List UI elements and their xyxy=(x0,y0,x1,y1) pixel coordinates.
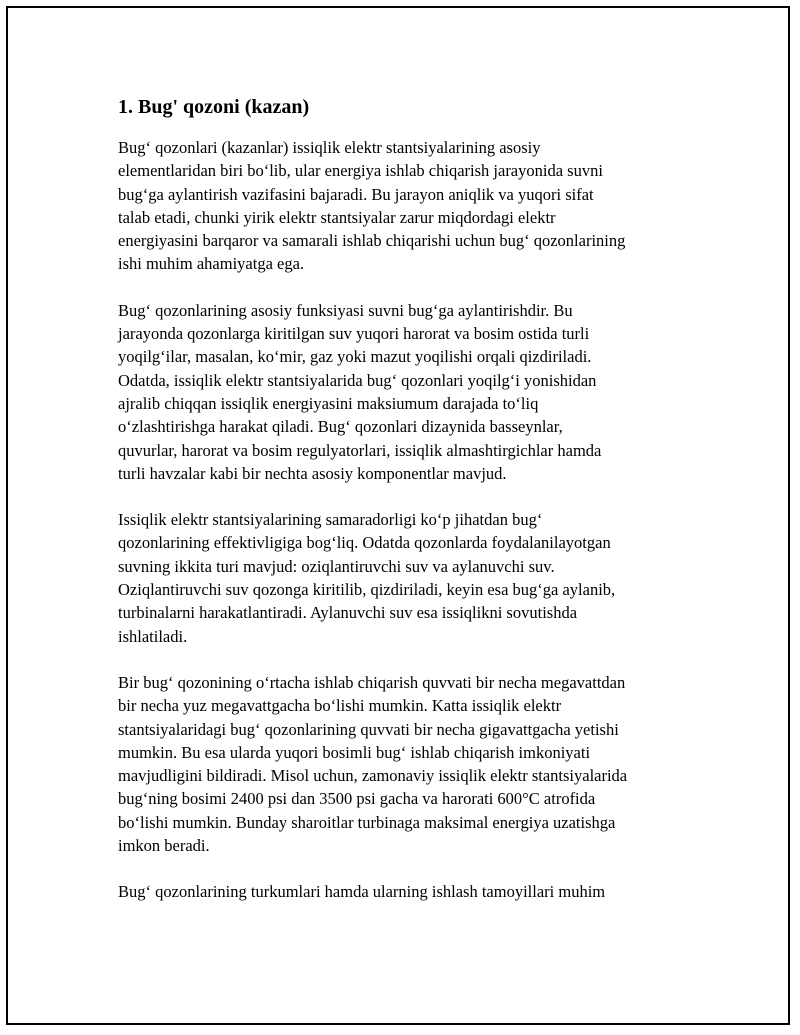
text-line: ishlatiladi. xyxy=(118,626,188,646)
text-line: Issiqlik elektr stantsiyalarining samaradorligi ko‘p jihatdan bug‘ xyxy=(118,510,543,530)
text-line: stantsiyalaridagi bug‘ qozonlarining quvvati bir necha gigavattgacha yetishi xyxy=(118,719,619,739)
paragraph-3 xyxy=(118,508,698,648)
text-line: ajralib chiqqan issiqlik energiyasini maksiumum darajada to‘liq xyxy=(118,393,539,413)
text-line: jarayonda qozonlarga kiritilgan suv yuqori harorat va bosim ostida turli xyxy=(118,324,590,344)
text-line: turli havzalar kabi bir nechta asosiy komponentlar mavjud. xyxy=(118,463,507,483)
text-line: mavjudligini bildiradi. Misol uchun, zamonaviy issiqlik elektr stantsiyalarida xyxy=(118,766,628,786)
text-line: bug‘ga aylantirish vazifasini bajaradi. Bu jarayon aniqlik va yuqori sifat xyxy=(118,184,594,204)
text-line: Bir bug‘ qozonining o‘rtacha ishlab chiqarish quvvati bir necha megavattdan xyxy=(118,672,626,692)
paragraph-1 xyxy=(118,136,698,276)
paragraph-4 xyxy=(118,671,698,857)
text-line: yoqilg‘ilar, masalan, ko‘mir, gaz yoki mazut yoqilishi orqali qizdiriladi. xyxy=(118,347,592,367)
paragraph-5 xyxy=(118,880,698,903)
paragraph-2 xyxy=(118,299,698,485)
text-line: qozonlarining effektivligiga bog‘liq. Odatda qozonlarda foydalanilayotgan xyxy=(118,533,611,553)
text-line: elementlaridan biri bo‘lib, ular energiya ishlab chiqarish jarayonida suvni xyxy=(118,161,603,181)
text-line: Bug‘ qozonlarining asosiy funksiyasi suvni bug‘ga aylantirishdir. Bu xyxy=(118,300,573,320)
text-line: o‘zlashtirishga harakat qiladi. Bug‘ qozonlari dizaynida basseynlar, xyxy=(118,417,563,437)
text-line: bir necha yuz megavattgacha bo‘lishi mumkin. Katta issiqlik elektr xyxy=(118,696,562,716)
text-line: ishi muhim ahamiyatga ega. xyxy=(118,254,305,274)
text-line: suvning ikkita turi mavjud: oziqlantiruvchi suv va aylanuvchi suv. xyxy=(118,556,555,576)
text-line: Bug‘ qozonlari (kazanlar) issiqlik elektr stantsiyalarining asosiy xyxy=(118,138,541,157)
text-line: turbinalarni harakatlantiradi. Aylanuvchi suv esa issiqlikni sovutishda xyxy=(118,603,578,623)
text-line: imkon beradi. xyxy=(118,836,210,856)
text-line: Odatda, issiqlik elektr stantsiyalarida bug‘ qozonlari yoqilg‘i yonishidan xyxy=(118,370,597,390)
text-line: Bug‘ qozonlarining turkumlari hamda ularning ishlash tamoyillari muhim xyxy=(118,882,606,902)
text-line: energiyasini barqaror va samarali ishlab chiqarishi uchun bug‘ qozonlarining xyxy=(118,231,626,251)
text-line: bo‘lishi mumkin. Bunday sharoitlar turbinaga maksimal energiya uzatishga xyxy=(118,812,616,832)
text-line: bug‘ning bosimi 2400 psi dan 3500 psi gacha va harorati 600°C atrofida xyxy=(118,789,596,809)
text-line: quvurlar, harorat va bosim regulyatorlari, issiqlik almashtirgichlar hamda xyxy=(118,440,602,460)
document-body xyxy=(118,94,698,927)
text-line: talab etadi, chunki yirik elektr stantsiyalar zarur miqdordagi elektr xyxy=(118,207,556,227)
text-line: Oziqlantiruvchi suv qozonga kiritilib, qizdiriladi, keyin esa bug‘ga aylanib, xyxy=(118,580,616,600)
section-heading: 1. Bug' qozoni (kazan) xyxy=(118,96,310,118)
text-line: mumkin. Bu esa ularda yuqori bosimli bug‘ ishlab chiqarish imkoniyati xyxy=(118,742,591,762)
